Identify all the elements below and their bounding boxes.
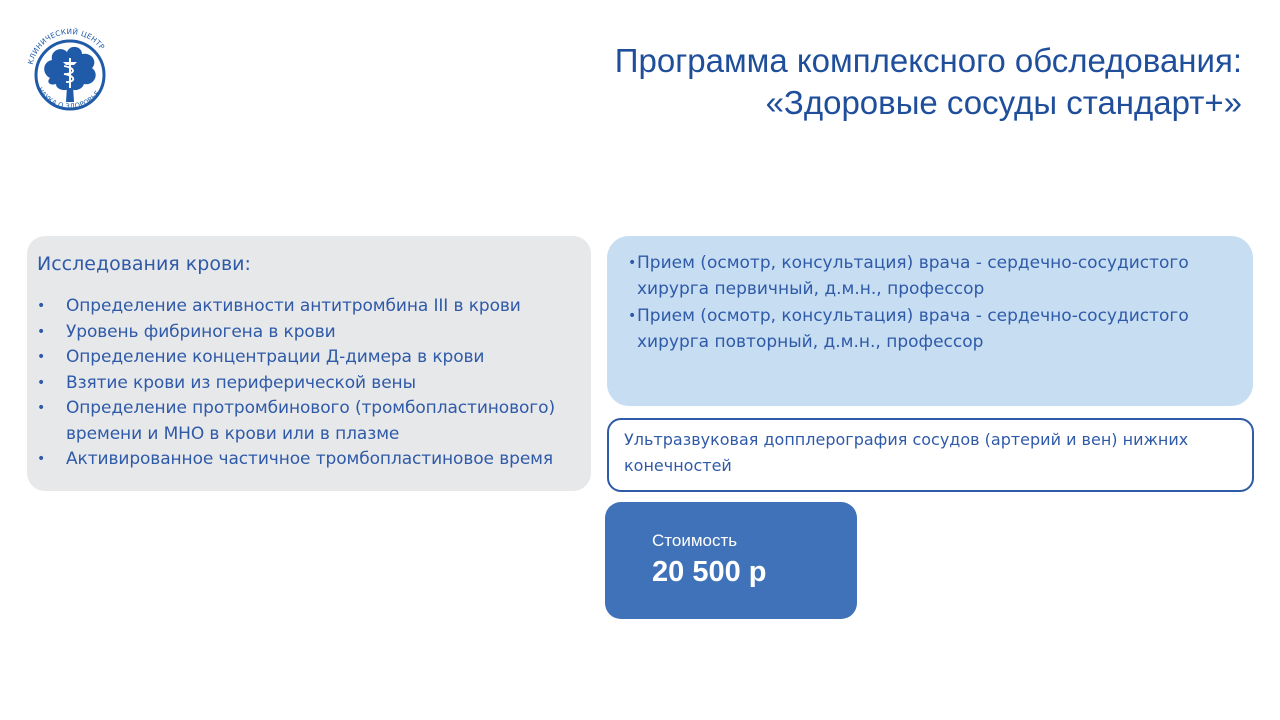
page-title: [615, 40, 1242, 124]
price-value: 20 500 р: [652, 556, 767, 588]
bullet-icon: •: [37, 298, 46, 314]
list-item: [629, 250, 1233, 302]
list-item-text: Определение концентрации Д-димера в крови: [66, 347, 485, 367]
title-line-2: «Здоровые сосуды стандарт+»: [765, 84, 1242, 121]
svg-text:НАУКА О ЗДОРОВЬЕ: НАУКА О ЗДОРОВЬЕ: [35, 86, 102, 111]
tree-emblem-icon: [22, 22, 118, 118]
list-item-text: Взятие крови из периферической вены: [66, 372, 416, 393]
bullet-icon: •: [37, 349, 46, 365]
list-item-text: времени и МНО в крови или в плазме: [66, 423, 400, 444]
list-item: [37, 345, 591, 371]
list-item: [629, 303, 1233, 355]
bullet-icon: •: [37, 323, 46, 340]
consultations-list: [629, 250, 1233, 355]
ultrasound-panel: [607, 418, 1254, 492]
blood-tests-list: [37, 294, 591, 473]
clinic-logo: [22, 22, 118, 118]
bullet-icon: •: [628, 308, 637, 324]
list-item: [37, 371, 591, 397]
list-item-text: Уровень фибриногена в крови: [66, 321, 336, 342]
bullet-icon: •: [628, 255, 637, 271]
title-line-1: Программа комплексного обследования:: [614, 42, 1242, 79]
list-item-continuation: [37, 422, 591, 448]
consultation-line-2: хирурга первичный, д.м.н., профессор: [637, 279, 985, 299]
price-panel: [605, 502, 857, 619]
list-item: [37, 320, 591, 346]
consultation-line-2: хирурга повторный, д.м.н., профессор: [637, 332, 984, 352]
consultation-line-1: Прием (осмотр, консультация) врача - сердечно-сосудистого: [637, 253, 1189, 273]
list-item-text: Определение активности антитромбина III в крови: [66, 296, 521, 316]
list-item-text: Определение протромбинового (тромбопластинового): [66, 398, 555, 418]
list-item: [37, 447, 591, 473]
ultrasound-text: Ультразвуковая допплерография сосудов (артерий и вен) нижних конечностей: [624, 430, 1189, 475]
blood-tests-panel: [27, 236, 591, 491]
list-item: [37, 294, 591, 320]
svg-text:КЛИНИЧЕСКИЙ ЦЕНТР: КЛИНИЧЕСКИЙ ЦЕНТР: [25, 26, 107, 66]
bullet-icon: •: [37, 400, 46, 416]
list-item-text: Активированное частичное тромбопластиновое время: [66, 449, 554, 469]
consultation-line-1: Прием (осмотр, консультация) врача - сердечно-сосудистого: [637, 306, 1189, 326]
bullet-icon: •: [37, 451, 46, 467]
list-item: [37, 396, 591, 422]
bullet-icon: •: [37, 374, 46, 391]
consultations-panel: [607, 236, 1253, 406]
blood-tests-heading: Исследования крови:: [37, 253, 251, 275]
price-label: Стоимость: [652, 531, 738, 550]
